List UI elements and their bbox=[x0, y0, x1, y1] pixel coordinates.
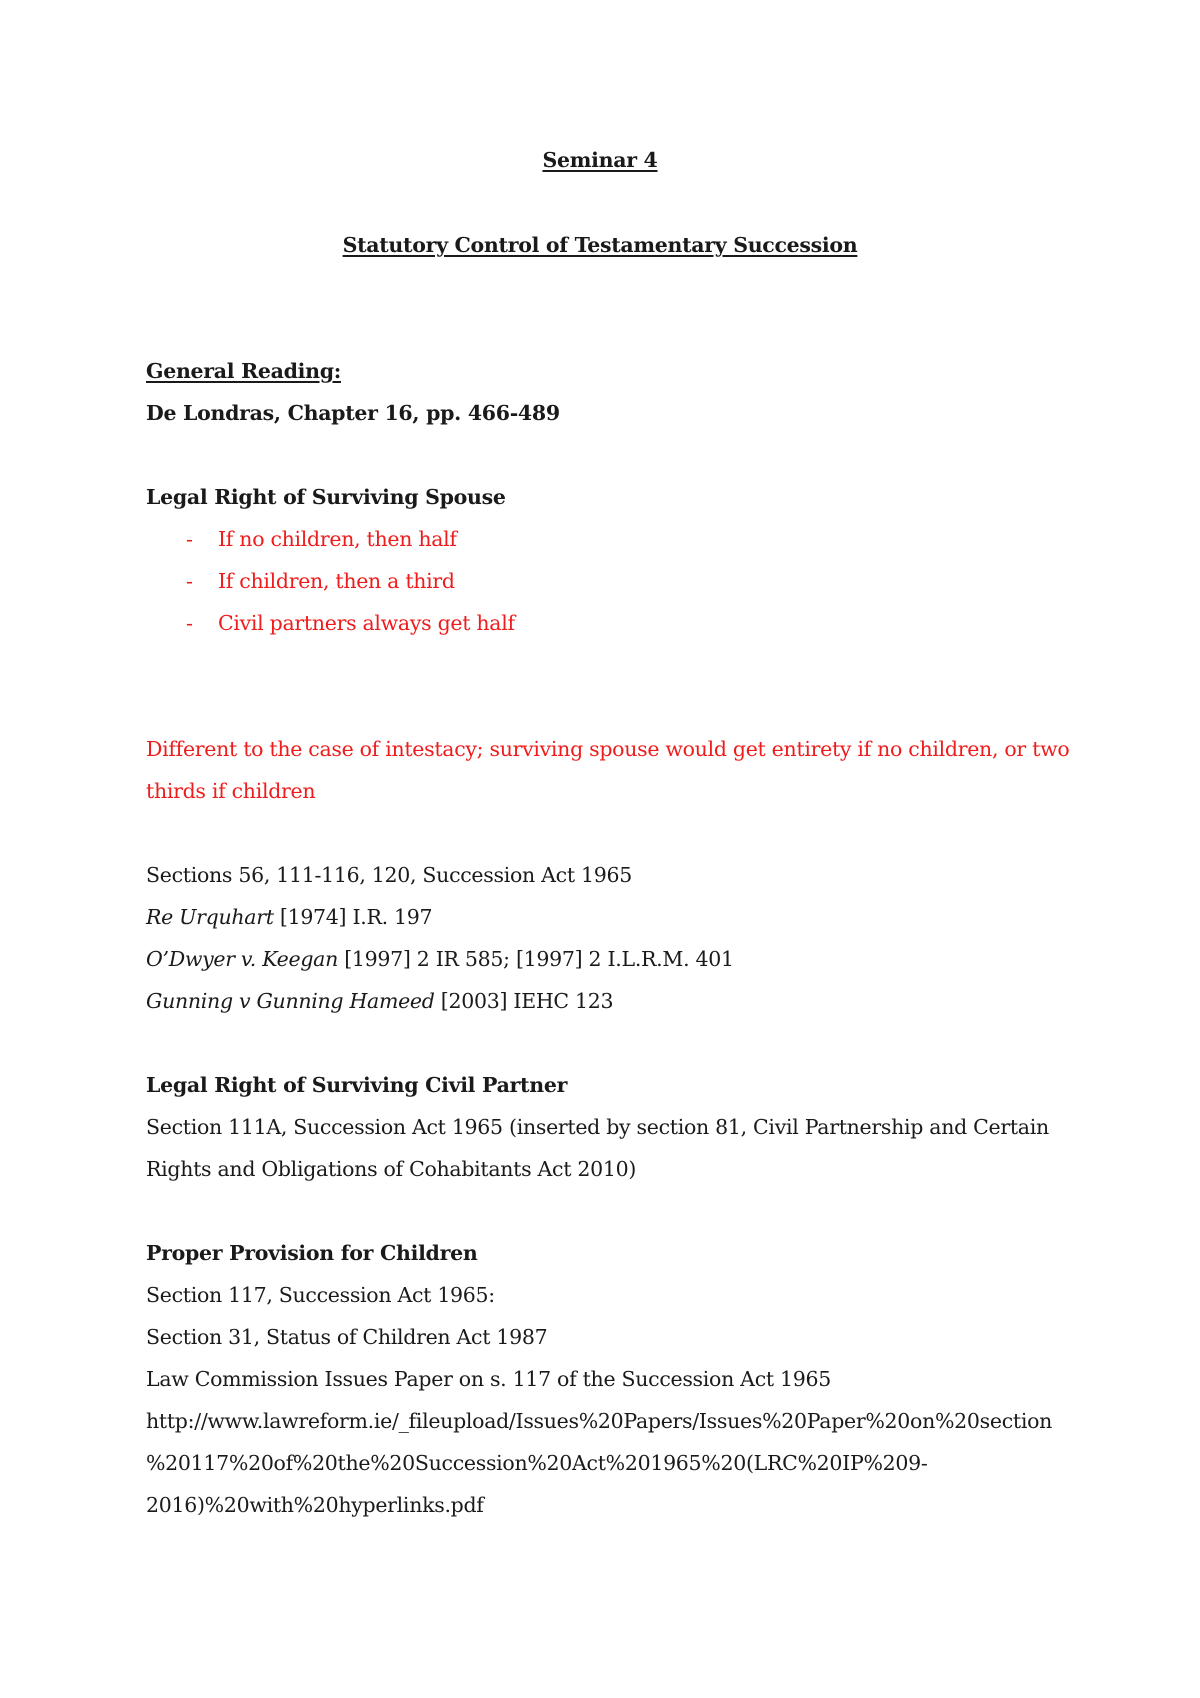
seminar-title: Seminar 4 bbox=[542, 148, 658, 172]
case-name: O’Dwyer v. Keegan bbox=[146, 947, 338, 971]
children-text-line3: Law Commission Issues Paper on s. 117 of the Succession Act 1965 bbox=[146, 1367, 831, 1391]
case-reference: [1997] 2 IR 585; [1997] 2 I.L.R.M. 401 bbox=[338, 947, 734, 971]
spouse-heading: Legal Right of Surviving Spouse bbox=[146, 485, 506, 509]
bullet-dash: - bbox=[186, 569, 193, 593]
case-name: Gunning v Gunning Hameed bbox=[146, 989, 435, 1013]
case-citation bbox=[146, 902, 432, 932]
case-citation bbox=[146, 944, 734, 974]
bullet-text: Civil partners always get half bbox=[218, 611, 515, 635]
lrc-url-line1[interactable]: http://www.lawreform.ie/_fileupload/Issues%20Papers/Issues%20Paper%20on%20section bbox=[146, 1409, 1053, 1433]
lrc-url-line3[interactable]: 2016)%20with%20hyperlinks.pdf bbox=[146, 1493, 484, 1517]
children-text-line2: Section 31, Status of Children Act 1987 bbox=[146, 1325, 548, 1349]
lrc-url-line2[interactable]: %20117%20of%20the%20Succession%20Act%201965%20(LRC%20IP%209- bbox=[146, 1451, 928, 1475]
document-topic: Statutory Control of Testamentary Succession bbox=[342, 233, 858, 257]
case-citation bbox=[146, 986, 613, 1016]
civil-partner-text-line2: Rights and Obligations of Cohabitants Act 2010) bbox=[146, 1157, 637, 1181]
spouse-sections-text: Sections 56, 111-116, 120, Succession Act 1965 bbox=[146, 863, 632, 887]
bullet-dash: - bbox=[186, 527, 193, 551]
bullet-dash: - bbox=[186, 611, 193, 635]
bullet-text: If no children, then half bbox=[218, 527, 457, 551]
children-text-line1: Section 117, Succession Act 1965: bbox=[146, 1283, 495, 1307]
civil-partner-text-line1: Section 111A, Succession Act 1965 (inserted by section 81, Civil Partnership and Certain bbox=[146, 1115, 1049, 1139]
intestacy-note-line2: thirds if children bbox=[146, 779, 316, 803]
bullet-text: If children, then a third bbox=[218, 569, 455, 593]
civil-partner-heading: Legal Right of Surviving Civil Partner bbox=[146, 1073, 568, 1097]
case-name: Re Urquhart bbox=[146, 905, 274, 929]
intestacy-note-line1: Different to the case of intestacy; surviving spouse would get entirety if no children, or two bbox=[146, 737, 1070, 761]
case-reference: [1974] I.R. 197 bbox=[273, 905, 433, 929]
general-reading-heading: General Reading: bbox=[146, 359, 341, 383]
children-heading: Proper Provision for Children bbox=[146, 1241, 478, 1265]
general-reading-text: De Londras, Chapter 16, pp. 466-489 bbox=[146, 401, 560, 425]
case-reference: [2003] IEHC 123 bbox=[434, 989, 614, 1013]
